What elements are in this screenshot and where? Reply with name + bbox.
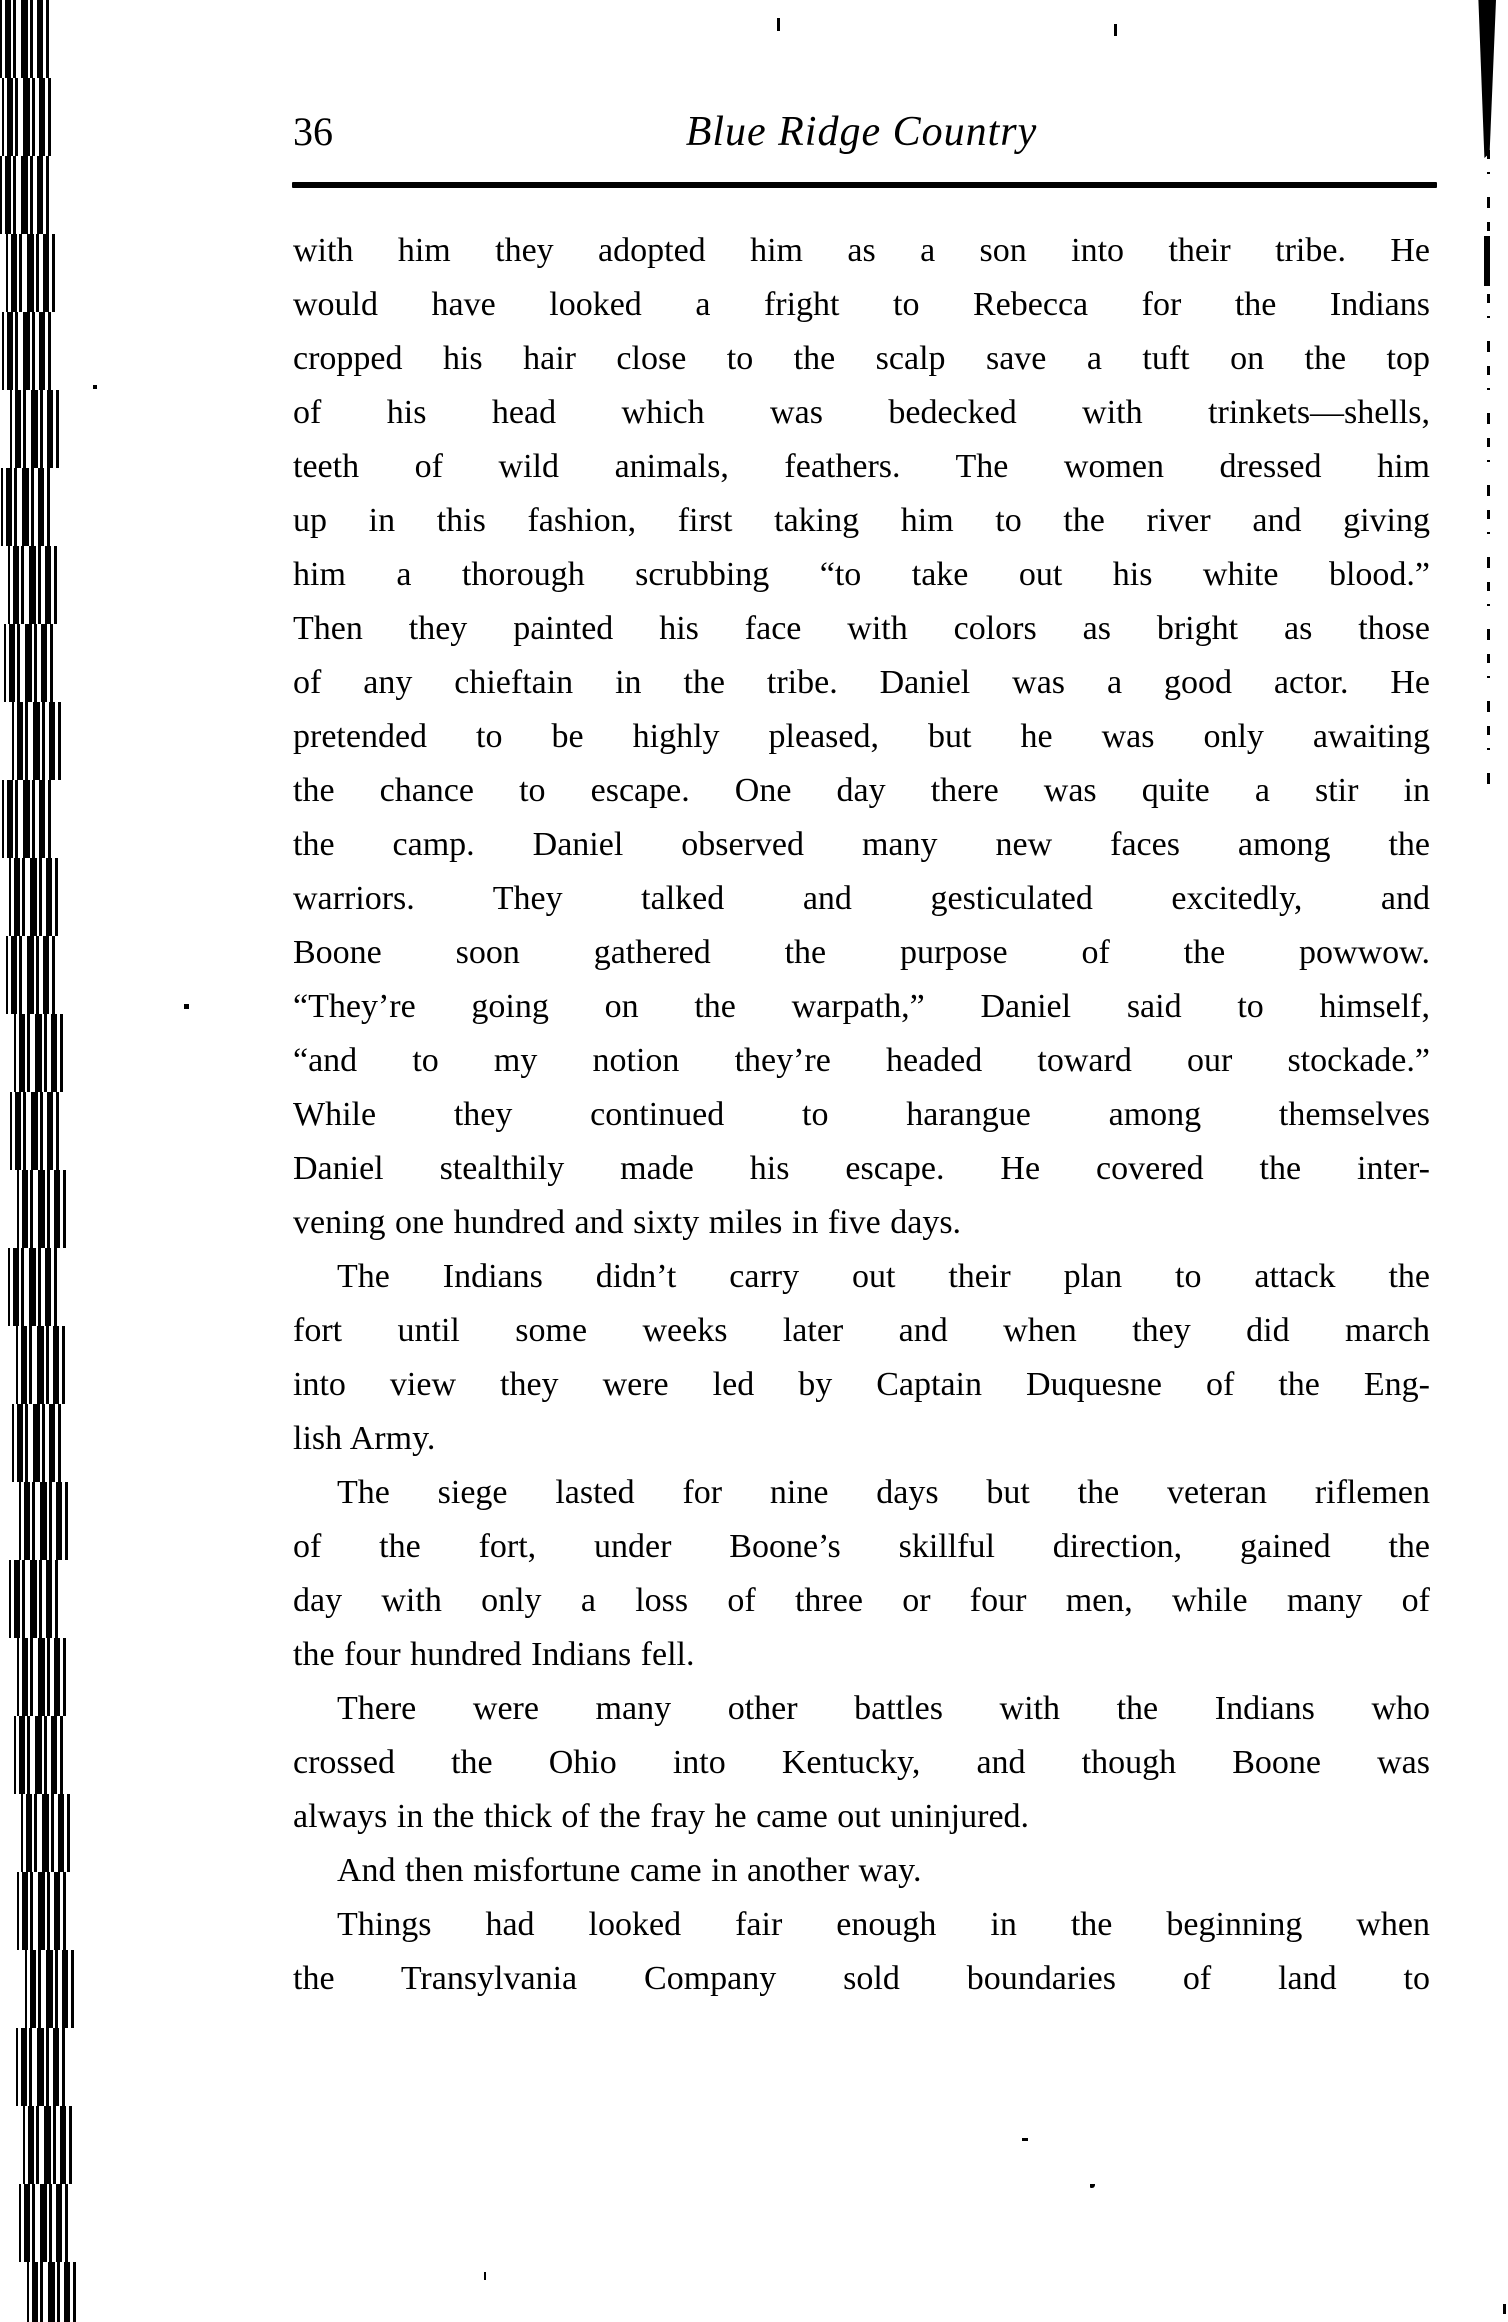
text-line: him a thorough scrubbing “to take out his white blood.” xyxy=(293,556,1430,593)
gutter-stripe-segment xyxy=(10,1092,62,1170)
text-line: vening one hundred and sixty miles in five days. xyxy=(293,1204,962,1241)
gutter-stripe-segment xyxy=(17,1170,69,1248)
gutter-stripe-segment xyxy=(19,1482,71,1560)
gutter-stripe-segment xyxy=(17,1638,69,1716)
text-line: crossed the Ohio into Kentucky, and though Boone was xyxy=(293,1744,1430,1781)
gutter-stripe-segment xyxy=(12,702,64,780)
gutter-stripe-segment xyxy=(1,468,53,546)
gutter-stripe-segment xyxy=(2,78,54,156)
text-line: lish Army. xyxy=(293,1420,436,1457)
gutter-stripe-segment xyxy=(0,156,52,234)
text-line: “They’re going on the warpath,” Daniel said to himself, xyxy=(293,988,1430,1025)
text-line: cropped his hair close to the scalp save a tuft on the top xyxy=(293,340,1430,377)
gutter-stripe-segment xyxy=(2,780,54,858)
gutter-stripe-segment xyxy=(16,1326,68,1404)
gutter-stripe-segment xyxy=(17,1872,69,1950)
text-line: The Indians didn’t carry out their plan to attack the xyxy=(337,1258,1430,1295)
gutter-stripe-segment xyxy=(21,1794,73,1872)
text-line: fort until some weeks later and when they did march xyxy=(293,1312,1430,1349)
text-line: the four hundred Indians fell. xyxy=(293,1636,695,1673)
scan-edge-mark xyxy=(1484,236,1490,286)
ink-speck xyxy=(777,18,780,31)
text-line: While they continued to harangue among themselves xyxy=(293,1096,1430,1133)
gutter-stripe-segment xyxy=(6,234,58,312)
text-line: of his head which was bedecked with trinkets—shells, xyxy=(293,394,1430,431)
text-line: always in the thick of the fray he came out uninjured. xyxy=(293,1798,1030,1835)
header-rule xyxy=(292,182,1437,188)
gutter-stripe-segment xyxy=(10,390,62,468)
running-title: Blue Ridge Country xyxy=(685,109,1038,155)
gutter-stripe-segment xyxy=(14,1716,66,1794)
text-line: There were many other battles with the Indians who xyxy=(337,1690,1430,1727)
gutter-stripe-segment xyxy=(4,624,56,702)
ink-speck xyxy=(1022,2138,1028,2141)
text-line: Boone soon gathered the purpose of the powwow. xyxy=(293,934,1430,971)
gutter-stripe-segment xyxy=(12,1404,64,1482)
gutter-stripe-segment xyxy=(16,2028,68,2106)
gutter-stripe-segment xyxy=(27,2262,79,2322)
ink-speck xyxy=(93,385,97,389)
gutter-stripe-segment xyxy=(0,0,52,78)
text-line: Things had looked fair enough in the beginning when xyxy=(337,1906,1430,1943)
ink-speck xyxy=(1503,2304,1506,2314)
text-line: the camp. Daniel observed many new faces among the xyxy=(293,826,1430,863)
text-line: “and to my notion they’re headed toward our stockade.” xyxy=(293,1042,1430,1079)
ink-speck xyxy=(1114,24,1117,36)
ink-speck xyxy=(184,1004,189,1009)
text-line: would have looked a fright to Rebecca for the Indians xyxy=(293,286,1430,323)
text-line: with him they adopted him as a son into their tribe. He xyxy=(293,232,1430,269)
gutter-stripe-segment xyxy=(23,2106,75,2184)
text-line: the Transylvania Company sold boundaries of land to xyxy=(293,1960,1430,1997)
text-line: The siege lasted for nine days but the veteran riflemen xyxy=(337,1474,1430,1511)
gutter-stripe-segment xyxy=(9,858,61,936)
gutter-stripe-segment xyxy=(19,2184,71,2262)
text-line: of any chieftain in the tribe. Daniel was a good actor. He xyxy=(293,664,1430,701)
text-line: Daniel stealthily made his escape. He covered the inter- xyxy=(293,1150,1430,1187)
page-number: 36 xyxy=(293,109,333,154)
body-text xyxy=(293,224,1430,2006)
gutter-stripe-segment xyxy=(6,936,58,1014)
text-line: of the fort, under Boone’s skillful direction, gained the xyxy=(293,1528,1430,1565)
scan-edge-bar xyxy=(1476,0,1496,158)
gutter-stripe-band xyxy=(0,0,110,2322)
gutter-stripe-segment xyxy=(8,1248,60,1326)
text-line: Then they painted his face with colors as bright as those xyxy=(293,610,1430,647)
ink-speck xyxy=(1090,2184,1095,2188)
text-line: up in this fashion, first taking him to the river and giving xyxy=(293,502,1430,539)
gutter-stripe-segment xyxy=(2,312,54,390)
text-line: pretended to be highly pleased, but he was only awaiting xyxy=(293,718,1430,755)
gutter-stripe-segment xyxy=(25,1950,77,2028)
gutter-stripe-segment xyxy=(8,546,60,624)
text-line: warriors. They talked and gesticulated excitedly, and xyxy=(293,880,1430,917)
gutter-stripe-segment xyxy=(9,1560,61,1638)
text-line: teeth of wild animals, feathers. The women dressed him xyxy=(293,448,1430,485)
text-line: day with only a loss of three or four men, while many of xyxy=(293,1582,1430,1619)
text-line: into view they were led by Captain Duquesne of the Eng- xyxy=(293,1366,1430,1403)
ink-speck xyxy=(484,2272,486,2280)
text-line: the chance to escape. One day there was quite a stir in xyxy=(293,772,1430,809)
gutter-stripe-segment xyxy=(14,1014,66,1092)
text-line: And then misfortune came in another way. xyxy=(337,1852,922,1889)
page-header xyxy=(293,106,1430,158)
